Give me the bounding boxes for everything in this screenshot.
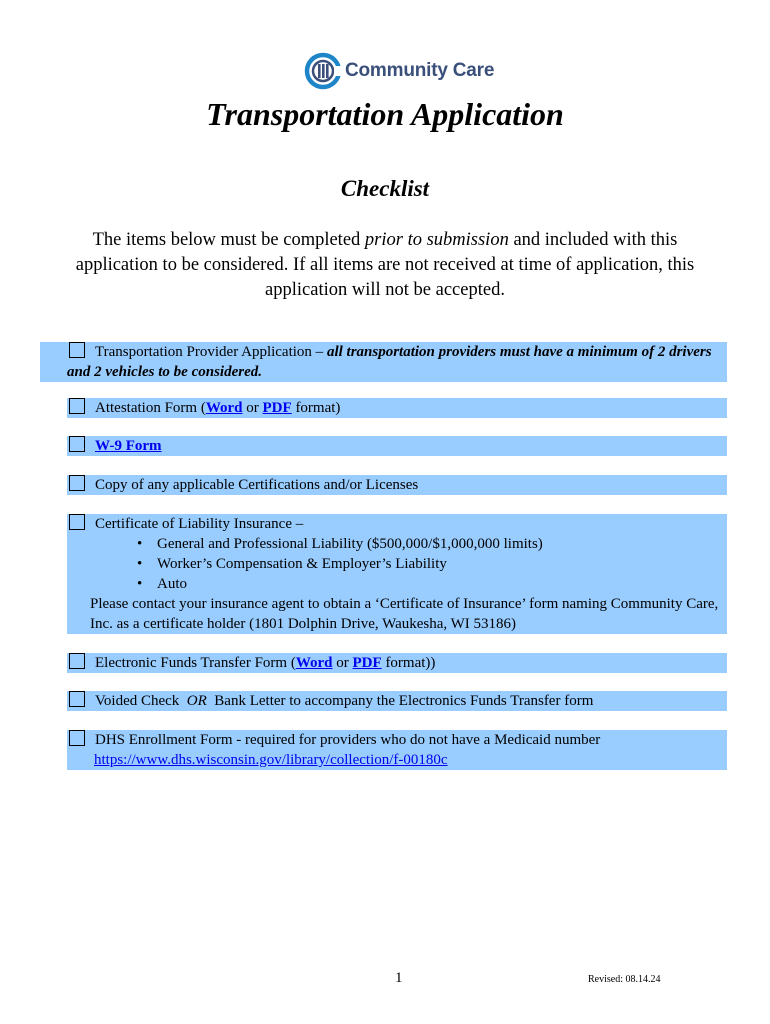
intro-emphasis: prior to submission [364,230,509,250]
intro-text-1: The items below must be completed [92,230,365,250]
item-or: or [332,655,353,671]
community-care-logo-icon [304,52,342,90]
checklist-item-certifications [67,475,727,495]
item-label: Copy of any applicable Certifications and/or Licenses [95,477,419,493]
checklist-item-eft [67,653,727,673]
checklist-item-dhs-enrollment [67,730,727,770]
intro-text-2: and included with this application to be considered. If all items are not received at time of application, this application will not be accepted. [75,230,695,300]
intro-paragraph [50,228,720,303]
item-label: Transportation Provider Application – [95,344,327,360]
dhs-enrollment-link[interactable]: https://www.dhs.wisconsin.gov/library/collection/f-00180c [94,752,448,768]
checklist-item-liability-insurance [67,514,727,634]
list-item: • Worker’s Compensation & Employer’s Liability [67,554,727,574]
page-title: Transportation Application [206,96,564,132]
w9-form-link[interactable]: W-9 Form [95,438,162,454]
page-number: 1 [395,970,403,986]
checkbox-icon[interactable] [69,475,85,491]
checkbox-icon[interactable] [69,653,85,669]
attestation-word-link[interactable]: Word [205,400,243,416]
checklist-item-w9 [67,436,727,456]
item-label: Voided Check [95,693,187,709]
item-end: format)) [381,655,436,671]
checkbox-icon[interactable] [69,436,85,452]
page-subtitle: Checklist [340,176,430,201]
item-label: Attestation Form ( [95,400,206,416]
liability-bullet-list [67,534,727,594]
checkbox-icon[interactable] [69,342,85,358]
item-note: all transportation providers must have a minimum of 2 drivers and 2 vehicles to be considered. [67,344,712,380]
logo [304,50,494,92]
item-label-2: Bank Letter to accompany the Electronics Funds Transfer form [206,693,594,709]
list-item: • General and Professional Liability ($500,000/$1,000,000 limits) [67,534,727,554]
checkbox-icon[interactable] [69,730,85,746]
checkbox-icon[interactable] [69,691,85,707]
checklist-item-voided-check [67,691,727,711]
item-label: DHS Enrollment Form - required for providers who do not have a Medicaid number [95,732,601,748]
item-end: format) [291,400,341,416]
item-or: OR [186,693,207,709]
logo-text: Community Care [345,60,495,81]
checklist-item-attestation [67,398,727,418]
checklist-item-provider-application [40,342,727,382]
list-item: • Auto [67,574,727,594]
eft-pdf-link[interactable]: PDF [352,655,382,671]
eft-word-link[interactable]: Word [295,655,333,671]
item-label: Certificate of Liability Insurance – [95,516,304,532]
checkbox-icon[interactable] [69,514,85,530]
revised-date: Revised: 08.14.24 [588,974,661,985]
item-label: Electronic Funds Transfer Form ( [95,655,296,671]
liability-note: Please contact your insurance agent to obtain a ‘Certificate of Insurance’ form naming Community Care, Inc. as a certificate holder (1801 Dolphin Drive, Waukesha, WI 53186) [90,596,719,632]
item-or: or [242,400,263,416]
checkbox-icon[interactable] [69,398,85,414]
attestation-pdf-link[interactable]: PDF [262,400,292,416]
